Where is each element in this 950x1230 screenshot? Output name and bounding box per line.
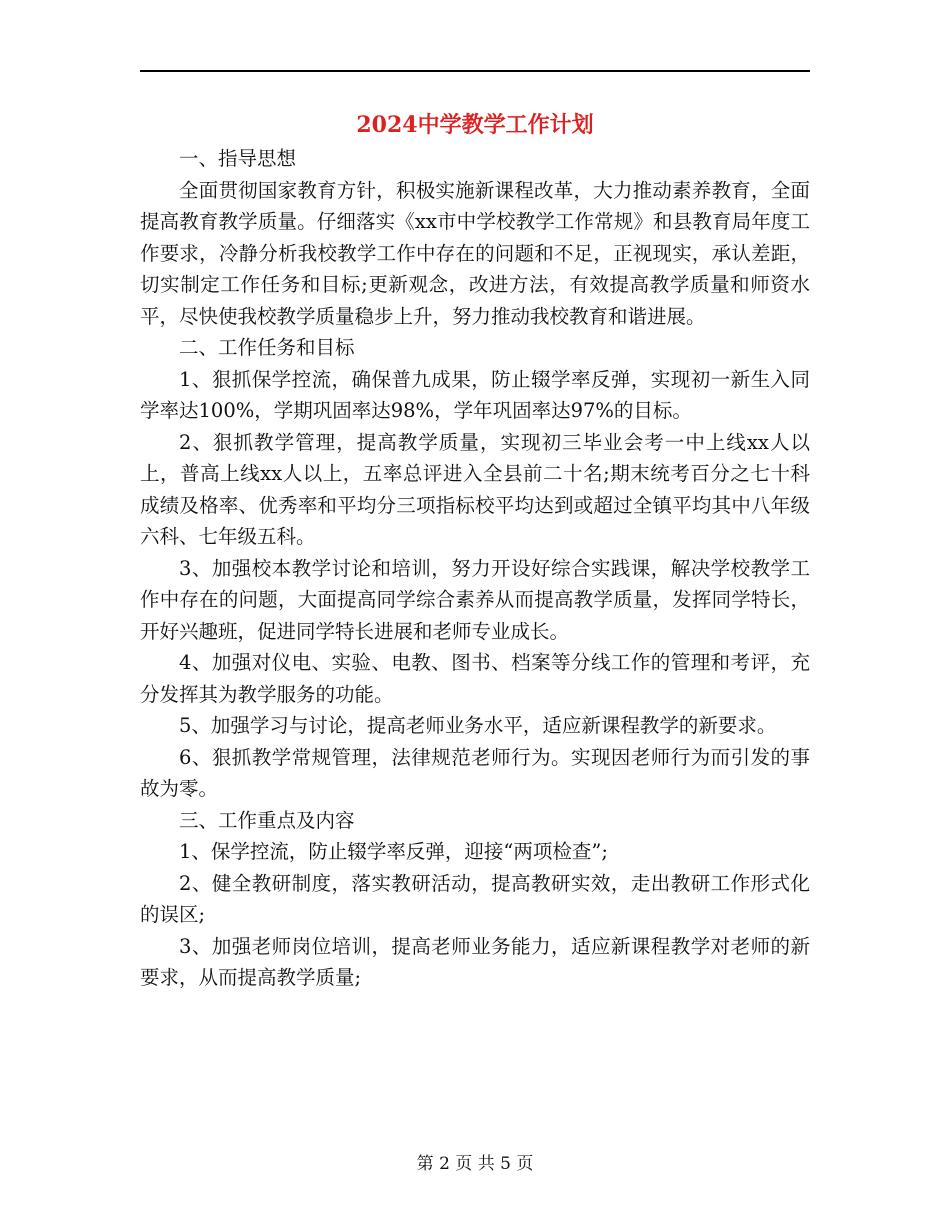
heading-key-points: 三、工作重点及内容 <box>179 808 355 832</box>
document-title: 2024中学教学工作计划 <box>356 112 594 138</box>
task-item-6: 6、狠抓教学常规管理，法律规范老师行为。实现因老师行为而引发的事故为零。 <box>140 745 810 800</box>
task-item-1: 1、狠抓保学控流，确保普九成果，防止辍学率反弹，实现初一新生入同学率达100%，学期巩固率达98%，学年巩固率达97%的目标。 <box>140 367 810 422</box>
document-body <box>140 143 810 994</box>
key-point-2: 2、健全教研制度，落实教研活动，提高教研实效，走出教研工作形式化的误区; <box>140 871 810 926</box>
task-item-4: 4、加强对仪电、实验、电教、图书、档案等分线工作的管理和考评，充分发挥其为教学服务的功能。 <box>140 651 810 706</box>
task-item-3: 3、加强校本教学讨论和培训，努力开设好综合实践课，解决学校教学工作中存在的问题，大面提高同学综合素养从而提高教学质量，发挥同学特长，开好兴趣班，促进同学特长进展和老师专业成长。 <box>140 556 810 643</box>
task-item-5: 5、加强学习与讨论，提高老师业务水平，适应新课程教学的新要求。 <box>179 714 777 737</box>
heading-guiding-ideology: 一、指导思想 <box>179 147 297 170</box>
header-rule <box>140 70 810 72</box>
page-number: 第 2 页 共 5 页 <box>416 1154 534 1174</box>
key-point-3: 3、加强老师岗位培训，提高老师业务能力，适应新课程教学对老师的新要求，从而提高教学质量; <box>140 934 810 989</box>
task-item-2: 2、狠抓教学管理，提高教学质量，实现初三毕业会考一中上线xx人以上，普高上线xx人以上，五率总评进入全县前二十名;期末统考百分之七十科成绩及格率、优秀率和平均分三项指标校平均达到或超过全镇平均其中八年级六科、七年级五科。 <box>140 430 810 548</box>
heading-tasks-and-goals: 二、工作任务和目标 <box>179 336 355 359</box>
key-point-1: 1、保学控流，防止辍学率反弹，迎接“两项检查”; <box>179 840 608 863</box>
paragraph-guiding-ideology: 全面贯彻国家教育方针，积极实施新课程改革，大力推动素养教育，全面提高教育教学质量。仔细落实《xx市中学校教学工作常规》和县教育局年度工作要求，冷静分析我校教学工作中存在的问题和不足，正视现实，承认差距，切实制定工作任务和目标;更新观念，改进方法，有效提高教学质量和师资水平，尽快使我校教学质量稳步上升，努力推动我校教育和谐进展。 <box>140 178 810 328</box>
